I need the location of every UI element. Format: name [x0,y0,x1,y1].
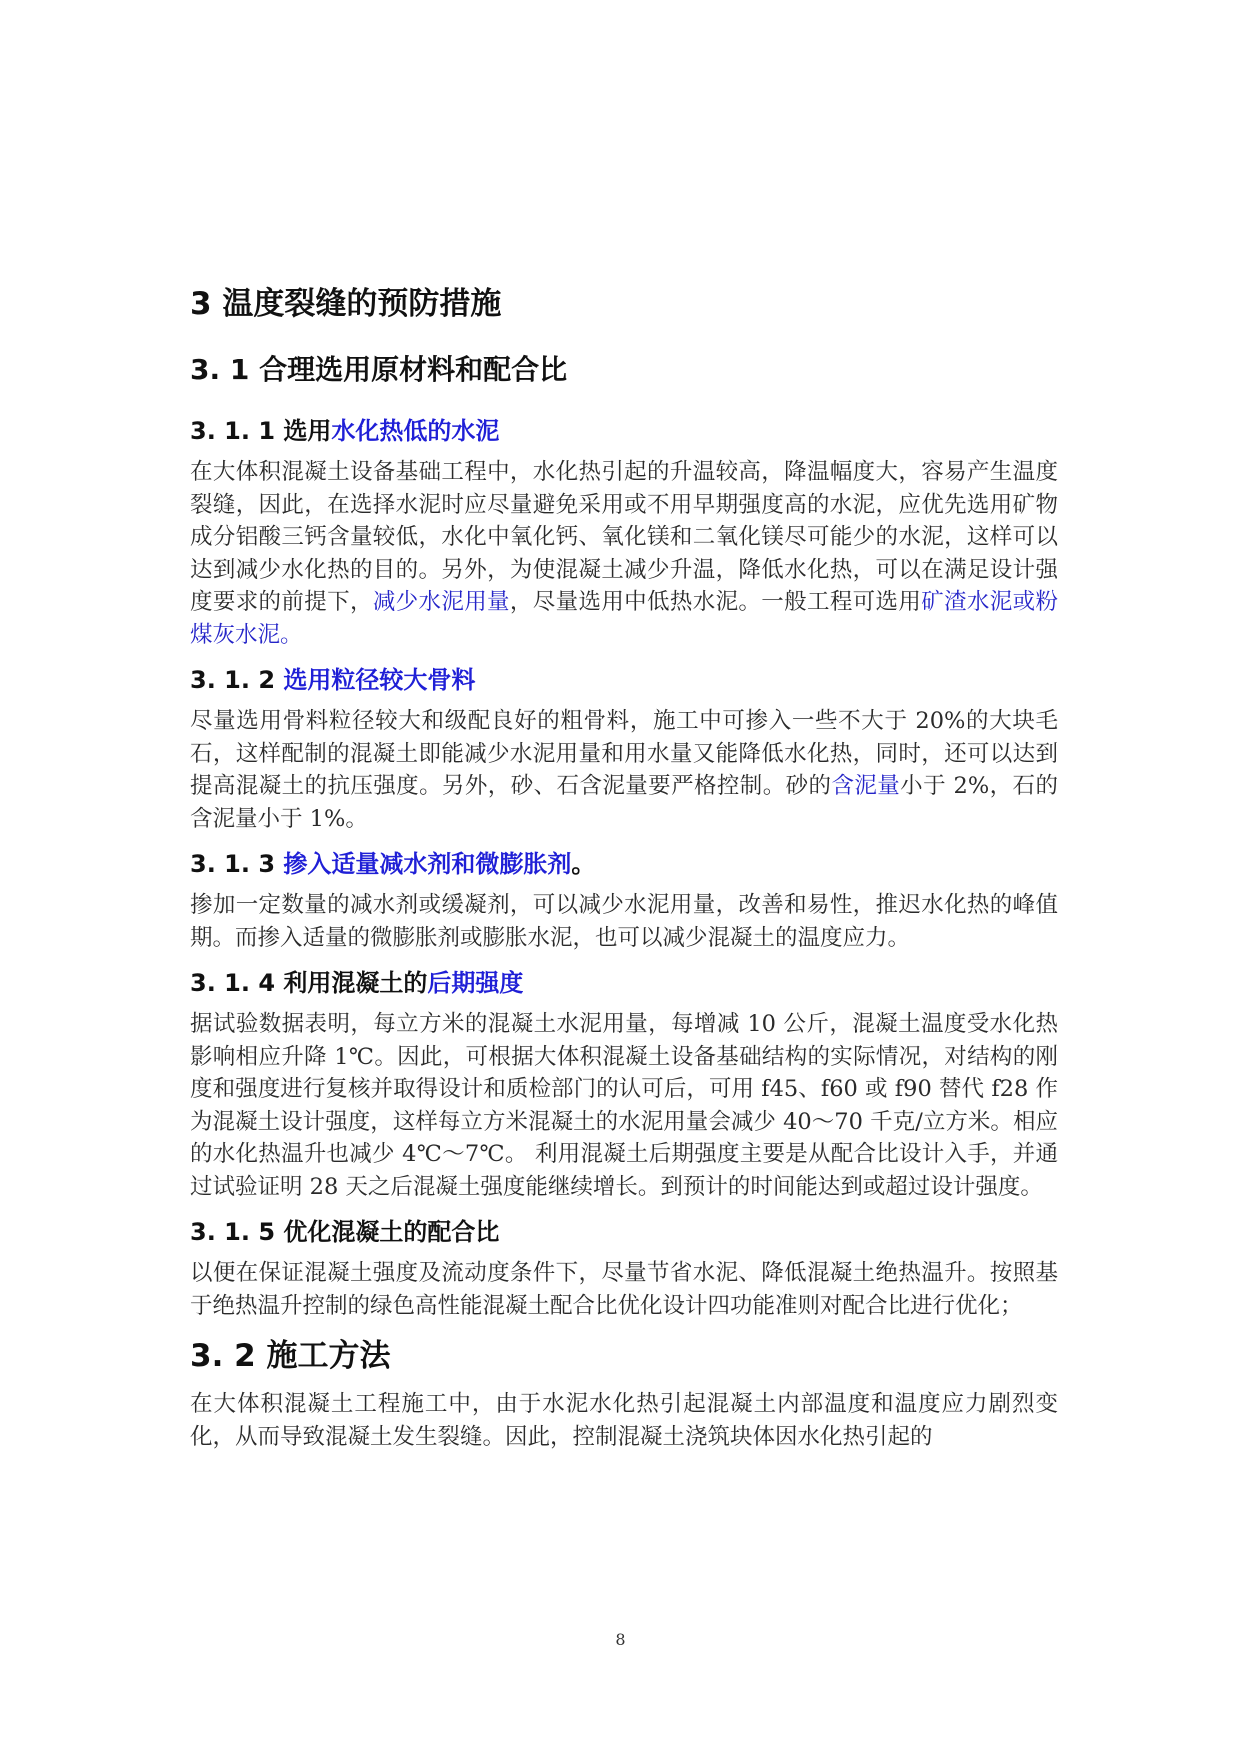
section-3-1-3-heading [190,847,1058,881]
paragraph-text: 小于 2%，石的含泥量小于 1%。 [190,773,1058,832]
section-3-1-5-paragraph: 以便在保证混凝土强度及流动度条件下，尽量节省水泥、降低混凝土绝热温升。按照基于绝热温升控制的绿色高性能混凝土配合比优化设计四功能准则对配合比进行优化； [190,1260,1058,1319]
section-3-1-1-paragraph [190,456,1058,651]
heading-link-text[interactable]: 掺入适量减水剂和微膨胀剂 [283,850,572,878]
inline-link[interactable]: 含泥量 [831,773,901,799]
heading-link-text[interactable]: 后期强度 [427,969,524,997]
heading-number: 3. 1. 2 [190,666,284,694]
heading-number: 3. 1. 4 利用混凝土的 [190,969,428,997]
heading-link-text[interactable]: 水化热低的水泥 [331,417,500,445]
section-3-1-5-heading: 3. 1. 5 优化混凝土的配合比 [190,1218,500,1246]
heading-link-text[interactable]: 选用粒径较大骨料 [283,666,476,694]
paragraph-text: 在大体积混凝土设备基础工程中，水化热引起的升温较高，降温幅度大，容易产生温度裂缝，因此，在选择水泥时应尽量避免采用或不用早期强度高的水泥，应优先选用矿物成分铝酸三钙含量较低，水化中氧化钙、氧化镁和二氧化镁尽可能少的水泥，这样可以达到减少水化热的目的。另外，为使混凝土减少升温，降低水化热，可以在满足设计强度要求的前提下， [190,459,1058,615]
section-3-1-1-heading [190,414,1058,448]
heading-number: 3. 1. 1 选用 [190,417,332,445]
section-3-2-paragraph: 在大体积混凝土工程施工中，由于水泥水化热引起混凝土内部温度和温度应力剧烈变化，从而导致混凝土发生裂缝。因此，控制混凝土浇筑块体因水化热引起的 [190,1391,1058,1450]
section-3-1-2-heading [190,663,1058,697]
page-number: 8 [615,1630,626,1649]
page-content [190,284,1058,1465]
paragraph-text: 尽量选用骨料粒径较大和级配良好的粗骨料，施工中可掺入一些不大于 20%的大块毛石，这样配制的混凝土即能减少水泥用量和用水量又能降低水化热，同时，还可以达到提高混凝土的抗压强度。另外，砂、石含泥量要严格控制。砂的 [190,708,1058,799]
section-3-1-heading: 3. 1 合理选用原材料和配合比 [190,353,568,386]
inline-link[interactable]: 减少水泥用量 [372,589,510,615]
chapter-heading: 3 温度裂缝的预防措施 [190,286,502,322]
section-3-1-3-paragraph: 掺加一定数量的减水剂或缓凝剂，可以减少水泥用量，改善和易性，推迟水化热的峰值期。而掺入适量的微膨胀剂或膨胀水泥，也可以减少混凝土的温度应力。 [190,892,1058,951]
heading-number: 3. 1. 3 [190,850,284,878]
paragraph-text: ，尽量选用中低热水泥。一般工程可选用 [509,589,922,615]
heading-tail: 。 [571,850,596,878]
section-3-1-4-paragraph: 据试验数据表明，每立方米的混凝土水泥用量，每增减 10 公斤，混凝土温度受水化热影响相应升降 1℃。因此，可根据大体积混凝土设备基础结构的实际情况，对结构的刚度和强度进行复核并取得设计和质检部门的认可后，可用 f45、f60 或 f90 替代 f28 作为混凝土设计强度，这样每立方米混凝土的水泥用量会减少 40～70 千克/立方米。相应的水化热温升也减少 4℃～7℃。 利用混凝土后期强度主要是从配合比设计入手，并通过试验证明 28 天之后混凝土强度能继续增长。到预计的时间能达到或超过设计强度。 [190,1011,1058,1200]
section-3-2-heading: 3. 2 施工方法 [190,1338,391,1374]
inline-link[interactable]: 矿渣水泥或粉煤灰水泥。 [190,589,1058,648]
section-3-1-4-heading [190,966,1058,1000]
section-3-1-2-paragraph [190,705,1058,835]
